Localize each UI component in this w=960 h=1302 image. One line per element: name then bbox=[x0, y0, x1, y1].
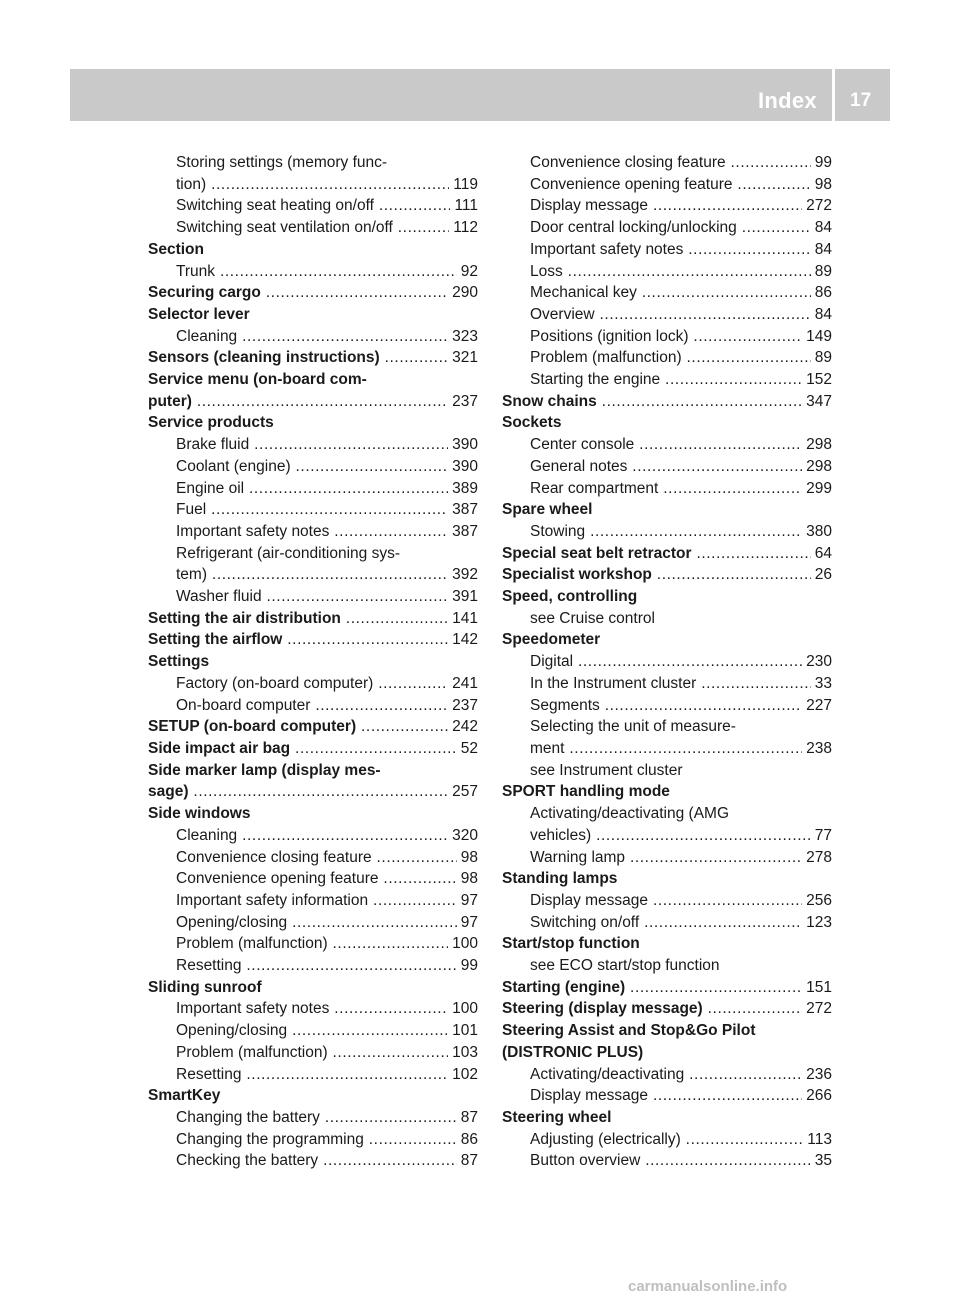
index-subentry bbox=[502, 1129, 832, 1151]
index-subentry bbox=[148, 998, 478, 1020]
index-subentry bbox=[148, 825, 478, 847]
index-entry bbox=[502, 391, 832, 413]
entry-text: Important safety notes ..... bbox=[530, 239, 832, 261]
index-subentry bbox=[502, 803, 832, 825]
entry-text: Setting the airflow ..... bbox=[148, 629, 478, 651]
index-entry bbox=[148, 738, 478, 760]
index-entry bbox=[148, 412, 478, 434]
page-ref: 387 bbox=[448, 499, 478, 521]
entry-text: tion) ..... bbox=[176, 174, 478, 196]
index-entry bbox=[148, 651, 478, 673]
page-ref: 77 bbox=[811, 825, 832, 847]
entry-text: Section bbox=[148, 240, 204, 258]
page-ref: 86 bbox=[457, 1129, 478, 1151]
page-ref: 390 bbox=[448, 434, 478, 456]
page-ref: 86 bbox=[811, 282, 832, 304]
entry-text: Convenience closing feature ..... bbox=[530, 152, 832, 174]
entry-text: Side windows bbox=[148, 805, 251, 823]
index-subentry bbox=[502, 651, 832, 673]
entry-text: Starting the engine ..... bbox=[530, 369, 832, 391]
index-subentry bbox=[502, 1064, 832, 1086]
index-subentry bbox=[148, 564, 478, 586]
page-ref: 97 bbox=[457, 912, 478, 934]
entry-text: see ECO start/stop function bbox=[530, 957, 720, 975]
index-subentry bbox=[502, 716, 832, 738]
index-subentry bbox=[148, 217, 478, 239]
page-ref: 227 bbox=[802, 695, 832, 717]
index-subentry bbox=[502, 326, 832, 348]
entry-text: Button overview ..... bbox=[530, 1150, 832, 1172]
page-ref: 241 bbox=[448, 673, 478, 695]
entry-text: ment ..... bbox=[530, 738, 832, 760]
entry-text: Opening/closing ..... bbox=[176, 912, 478, 934]
page-ref: 237 bbox=[448, 391, 478, 413]
entry-text: puter) ..... bbox=[148, 391, 478, 413]
page-ref: 111 bbox=[450, 195, 478, 217]
entry-text: Speedometer bbox=[502, 631, 601, 649]
page-ref: 89 bbox=[811, 261, 832, 283]
index-entry bbox=[148, 1085, 478, 1107]
index-subentry bbox=[502, 673, 832, 695]
entry-text: Opening/closing ..... bbox=[176, 1020, 478, 1042]
page-ref: 391 bbox=[448, 586, 478, 608]
page-ref: 149 bbox=[802, 326, 832, 348]
index-subentry bbox=[502, 521, 832, 543]
entry-text: Speed, controlling bbox=[502, 588, 638, 606]
entry-text: Changing the programming ..... bbox=[176, 1129, 478, 1151]
entry-text: Switching seat heating on/off ..... bbox=[176, 195, 478, 217]
entry-text: Center console ..... bbox=[530, 434, 832, 456]
page-ref: 84 bbox=[811, 239, 832, 261]
page-ref: 290 bbox=[448, 282, 478, 304]
index-entry bbox=[148, 716, 478, 738]
index-subentry bbox=[148, 543, 478, 565]
entry-text: SETUP (on-board computer) ..... bbox=[148, 716, 478, 738]
page-ref: 100 bbox=[448, 933, 478, 955]
index-subentry bbox=[502, 347, 832, 369]
index-subentry bbox=[148, 586, 478, 608]
index-subentry bbox=[502, 282, 832, 304]
index-subentry bbox=[148, 195, 478, 217]
page-ref: 33 bbox=[811, 673, 832, 695]
entry-text: Problem (malfunction) ..... bbox=[176, 933, 478, 955]
index-entry bbox=[502, 586, 832, 608]
index-entry bbox=[502, 933, 832, 955]
page-ref: 238 bbox=[802, 738, 832, 760]
entry-text: Switching on/off ..... bbox=[530, 912, 832, 934]
entry-text: Steering Assist and Stop&Go Pilot bbox=[502, 1022, 756, 1040]
page-ref: 380 bbox=[802, 521, 832, 543]
index-subentry bbox=[148, 326, 478, 348]
page-ref: 87 bbox=[457, 1107, 478, 1129]
index-subentry bbox=[148, 933, 478, 955]
entry-text: Start/stop function bbox=[502, 935, 640, 953]
page-ref: 298 bbox=[802, 456, 832, 478]
entry-text: Display message ..... bbox=[530, 195, 832, 217]
index-entry bbox=[502, 564, 832, 586]
entry-text: Trunk ..... bbox=[176, 261, 478, 283]
page-ref: 278 bbox=[802, 847, 832, 869]
entry-text: Display message ..... bbox=[530, 1085, 832, 1107]
page-number: 17 bbox=[850, 90, 872, 111]
entry-text: Adjusting (electrically) ..... bbox=[530, 1129, 832, 1151]
entry-text: Securing cargo ..... bbox=[148, 282, 478, 304]
index-subentry bbox=[502, 1085, 832, 1107]
entry-text: Setting the air distribution ..... bbox=[148, 608, 478, 630]
index-subentry bbox=[148, 1064, 478, 1086]
index-subentry bbox=[502, 261, 832, 283]
entry-text: Activating/deactivating ..... bbox=[530, 1064, 832, 1086]
entry-text: In the Instrument cluster ..... bbox=[530, 673, 832, 695]
index-entry bbox=[502, 998, 832, 1020]
index-column-left bbox=[148, 152, 478, 1172]
entry-text: Starting (engine) ..... bbox=[502, 977, 832, 999]
index-subentry bbox=[502, 304, 832, 326]
entry-text: Segments ..... bbox=[530, 695, 832, 717]
page-ref: 123 bbox=[802, 912, 832, 934]
page-ref: 390 bbox=[448, 456, 478, 478]
page-ref: 101 bbox=[448, 1020, 478, 1042]
index-subentry bbox=[148, 499, 478, 521]
index-subentry bbox=[502, 369, 832, 391]
entry-text: Display message ..... bbox=[530, 890, 832, 912]
entry-text: SPORT handling mode bbox=[502, 783, 670, 801]
page-ref: 87 bbox=[457, 1150, 478, 1172]
entry-text: Sensors (cleaning instructions) ..... bbox=[148, 347, 478, 369]
page-ref: 89 bbox=[811, 347, 832, 369]
entry-text: Fuel ..... bbox=[176, 499, 478, 521]
index-entry bbox=[148, 803, 478, 825]
index-entry bbox=[502, 868, 832, 890]
index-entry bbox=[148, 781, 478, 803]
page-ref: 272 bbox=[802, 195, 832, 217]
entry-text: Side impact air bag ..... bbox=[148, 738, 478, 760]
index-subentry bbox=[502, 1150, 832, 1172]
page-ref: 272 bbox=[802, 998, 832, 1020]
page-ref: 26 bbox=[811, 564, 832, 586]
entry-text: Coolant (engine) ..... bbox=[176, 456, 478, 478]
entry-text: Special seat belt retractor ..... bbox=[502, 543, 832, 565]
entry-text: Problem (malfunction) ..... bbox=[176, 1042, 478, 1064]
page-ref: 52 bbox=[457, 738, 478, 760]
entry-text: Spare wheel bbox=[502, 501, 593, 519]
page-ref: 112 bbox=[449, 217, 478, 239]
entry-text: Overview ..... bbox=[530, 304, 832, 326]
index-subentry bbox=[148, 1129, 478, 1151]
entry-text: Loss ..... bbox=[530, 261, 832, 283]
index-entry bbox=[148, 391, 478, 413]
index-entry bbox=[148, 282, 478, 304]
page-ref: 64 bbox=[811, 543, 832, 565]
index-subentry bbox=[502, 174, 832, 196]
index-subentry bbox=[502, 890, 832, 912]
entry-text: Refrigerant (air-conditioning sys- bbox=[176, 544, 400, 562]
index-subentry bbox=[148, 434, 478, 456]
page-ref: 387 bbox=[448, 521, 478, 543]
index-subentry bbox=[502, 478, 832, 500]
index-subentry bbox=[502, 825, 832, 847]
entry-text: Switching seat ventilation on/off ..... bbox=[176, 217, 478, 239]
page-ref: 142 bbox=[448, 629, 478, 651]
page-ref: 257 bbox=[448, 781, 478, 803]
index-subentry bbox=[502, 434, 832, 456]
page-ref: 99 bbox=[457, 955, 478, 977]
index-entry bbox=[502, 1042, 832, 1064]
entry-text: Factory (on-board computer) ..... bbox=[176, 673, 478, 695]
page-ref: 103 bbox=[448, 1042, 478, 1064]
entry-text: Warning lamp ..... bbox=[530, 847, 832, 869]
index-entry bbox=[148, 977, 478, 999]
index-subentry bbox=[148, 1150, 478, 1172]
index-column-right bbox=[502, 152, 832, 1172]
entry-text: Important safety notes ..... bbox=[176, 998, 478, 1020]
page-title: Index bbox=[758, 88, 817, 113]
entry-text: Storing settings (memory func- bbox=[176, 154, 388, 171]
page-ref: 84 bbox=[811, 304, 832, 326]
index-subentry bbox=[502, 456, 832, 478]
index-entry bbox=[148, 347, 478, 369]
entry-text: Resetting ..... bbox=[176, 1064, 478, 1086]
entry-text: Settings bbox=[148, 653, 210, 671]
entry-text: Selecting the unit of measure- bbox=[530, 718, 736, 736]
page-ref: 237 bbox=[448, 695, 478, 717]
page-ref: 113 bbox=[803, 1129, 832, 1151]
page-ref: 299 bbox=[802, 478, 832, 500]
index-subentry bbox=[502, 195, 832, 217]
page-ref: 97 bbox=[457, 890, 478, 912]
index-subentry bbox=[502, 217, 832, 239]
index-entry bbox=[148, 369, 478, 391]
entry-text: (DISTRONIC PLUS) bbox=[502, 1043, 644, 1061]
entry-text: Steering (display message) ..... bbox=[502, 998, 832, 1020]
index-entry bbox=[502, 412, 832, 434]
entry-text: Positions (ignition lock) ..... bbox=[530, 326, 832, 348]
entry-text: vehicles) ..... bbox=[530, 825, 832, 847]
index-entry bbox=[502, 543, 832, 565]
entry-text: Sliding sunroof bbox=[148, 978, 262, 996]
index-subentry bbox=[148, 1107, 478, 1129]
page-ref: 84 bbox=[811, 217, 832, 239]
entry-text: Selector lever bbox=[148, 305, 250, 323]
entry-text: Service products bbox=[148, 414, 274, 432]
page-ref: 119 bbox=[449, 174, 478, 196]
index-subentry bbox=[148, 456, 478, 478]
entry-text: Door central locking/unlocking ..... bbox=[530, 217, 832, 239]
page-ref: 323 bbox=[448, 326, 478, 348]
index-subentry bbox=[502, 912, 832, 934]
page-ref: 100 bbox=[448, 998, 478, 1020]
entry-text: Cleaning ..... bbox=[176, 326, 478, 348]
index-subentry bbox=[148, 955, 478, 977]
index-subentry bbox=[148, 174, 478, 196]
page-ref: 321 bbox=[448, 347, 478, 369]
page-ref: 242 bbox=[448, 716, 478, 738]
entry-text: Washer fluid ..... bbox=[176, 586, 478, 608]
page-ref: 392 bbox=[448, 564, 478, 586]
entry-text: sage) ..... bbox=[148, 781, 478, 803]
index-entry bbox=[148, 239, 478, 261]
entry-text: Brake fluid ..... bbox=[176, 434, 478, 456]
index-entry bbox=[502, 499, 832, 521]
entry-text: Convenience closing feature ..... bbox=[176, 847, 478, 869]
entry-text: Stowing ..... bbox=[530, 521, 832, 543]
page-ref: 389 bbox=[448, 478, 478, 500]
page-ref: 141 bbox=[448, 608, 478, 630]
page-ref: 152 bbox=[802, 369, 832, 391]
page-ref: 102 bbox=[448, 1064, 478, 1086]
entry-text: Activating/deactivating (AMG bbox=[530, 805, 730, 823]
index-subentry bbox=[148, 695, 478, 717]
page-ref: 151 bbox=[802, 977, 832, 999]
index-subentry bbox=[502, 760, 832, 782]
header-divider bbox=[832, 69, 835, 121]
index-subentry bbox=[148, 521, 478, 543]
index-entry bbox=[502, 977, 832, 999]
index-subentry bbox=[148, 1042, 478, 1064]
page-ref: 320 bbox=[448, 825, 478, 847]
index-subentry bbox=[502, 847, 832, 869]
entry-text: Mechanical key ..... bbox=[530, 282, 832, 304]
entry-text: Cleaning ..... bbox=[176, 825, 478, 847]
page-ref: 98 bbox=[457, 868, 478, 890]
page-ref: 347 bbox=[802, 391, 832, 413]
index-subentry bbox=[148, 868, 478, 890]
page-ref: 99 bbox=[811, 152, 832, 174]
index-subentry bbox=[502, 955, 832, 977]
index-subentry bbox=[502, 239, 832, 261]
entry-text: Convenience opening feature ..... bbox=[176, 868, 478, 890]
entry-text: Important safety information ..... bbox=[176, 890, 478, 912]
index-subentry bbox=[148, 890, 478, 912]
page-ref: 92 bbox=[457, 261, 478, 283]
page-ref: 236 bbox=[802, 1064, 832, 1086]
index-entry bbox=[502, 1107, 832, 1129]
page-ref: 230 bbox=[802, 651, 832, 673]
page-ref: 98 bbox=[811, 174, 832, 196]
entry-text: Digital ..... bbox=[530, 651, 832, 673]
index-entry bbox=[148, 629, 478, 651]
index-subentry bbox=[502, 608, 832, 630]
index-subentry bbox=[148, 673, 478, 695]
index-subentry bbox=[502, 695, 832, 717]
index-entry bbox=[148, 608, 478, 630]
index-entry bbox=[502, 781, 832, 803]
entry-text: Convenience opening feature ..... bbox=[530, 174, 832, 196]
entry-text: tem) ..... bbox=[176, 564, 478, 586]
page-ref: 35 bbox=[811, 1150, 832, 1172]
entry-text: Snow chains ..... bbox=[502, 391, 832, 413]
index-subentry bbox=[148, 1020, 478, 1042]
page-ref: 256 bbox=[802, 890, 832, 912]
entry-text: Important safety notes ..... bbox=[176, 521, 478, 543]
index-entry bbox=[148, 304, 478, 326]
watermark: carmanualsonline.info bbox=[628, 1278, 788, 1295]
index-subentry bbox=[502, 152, 832, 174]
entry-text: Specialist workshop ..... bbox=[502, 564, 832, 586]
entry-text: Sockets bbox=[502, 414, 562, 432]
index-subentry bbox=[148, 261, 478, 283]
page-ref: 98 bbox=[457, 847, 478, 869]
entry-text: Rear compartment ..... bbox=[530, 478, 832, 500]
index-entry bbox=[502, 1020, 832, 1042]
page-ref: 298 bbox=[802, 434, 832, 456]
entry-text: SmartKey bbox=[148, 1087, 221, 1105]
entry-text: see Cruise control bbox=[530, 609, 655, 627]
page-ref: 266 bbox=[802, 1085, 832, 1107]
entry-text: Side marker lamp (display mes- bbox=[148, 761, 381, 779]
entry-text: Resetting ..... bbox=[176, 955, 478, 977]
index-subentry bbox=[502, 738, 832, 760]
entry-text: Engine oil ..... bbox=[176, 478, 478, 500]
entry-text: see Instrument cluster bbox=[530, 761, 683, 779]
entry-text: Service menu (on-board com- bbox=[148, 371, 367, 389]
entry-text: Problem (malfunction) ..... bbox=[530, 347, 832, 369]
entry-text: General notes ..... bbox=[530, 456, 832, 478]
index-subentry bbox=[148, 478, 478, 500]
entry-text: Changing the battery ..... bbox=[176, 1107, 478, 1129]
entry-text: Steering wheel bbox=[502, 1108, 612, 1126]
index-subentry bbox=[148, 912, 478, 934]
entry-text: Standing lamps bbox=[502, 870, 618, 888]
entry-text: Checking the battery ..... bbox=[176, 1150, 478, 1172]
entry-text: On-board computer ..... bbox=[176, 695, 478, 717]
index-entry bbox=[148, 760, 478, 782]
index-entry bbox=[502, 629, 832, 651]
index-subentry bbox=[148, 847, 478, 869]
index-subentry bbox=[148, 152, 478, 174]
